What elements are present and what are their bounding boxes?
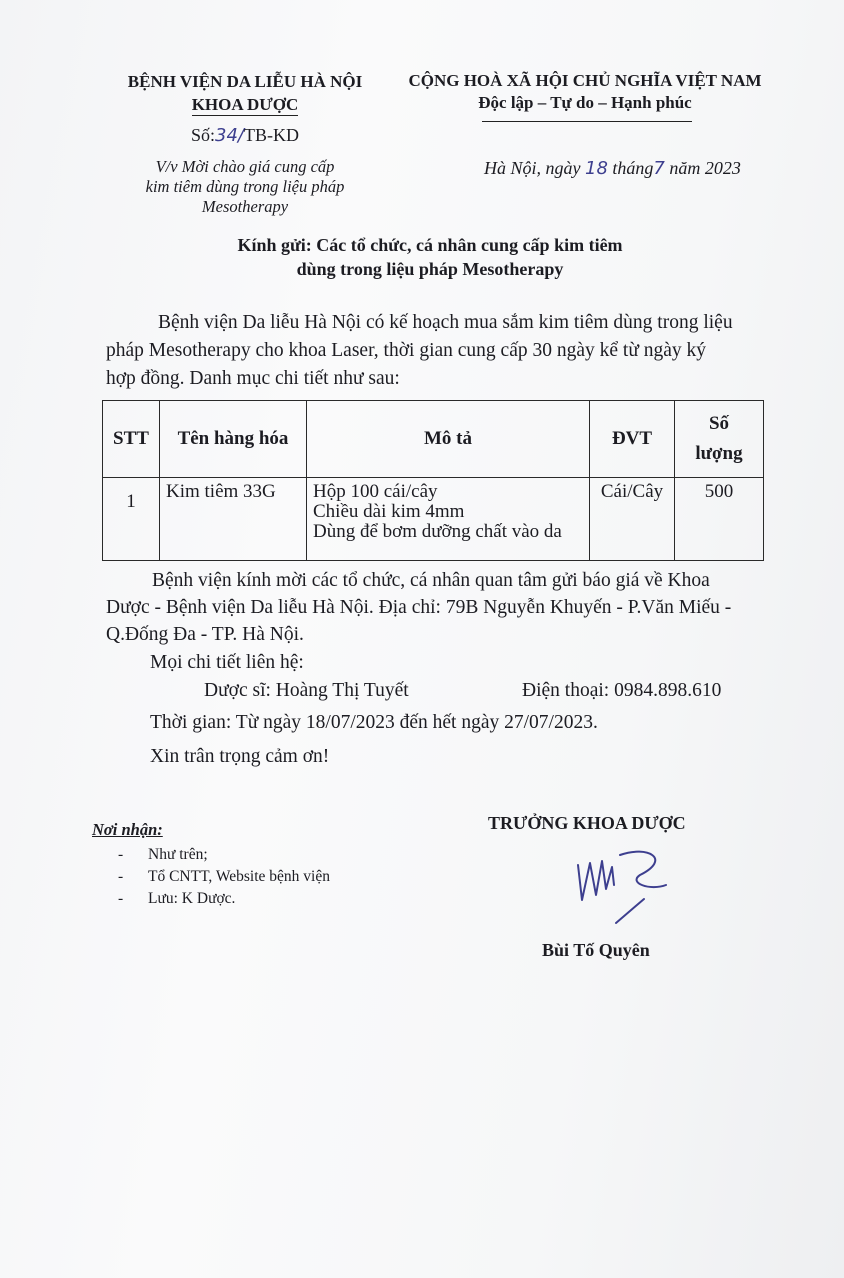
- hospital-name: BỆNH VIỆN DA LIỄU HÀ NỘI: [127, 72, 363, 91]
- number-handwritten: 34/: [215, 125, 244, 146]
- contact-phone: Điện thoại: 0984.898.610: [522, 680, 722, 701]
- number-prefix: Số:: [191, 125, 216, 145]
- signature-mark: [570, 845, 680, 930]
- date-text: năm 2023: [669, 158, 741, 178]
- thanks: Xin trân trọng cảm ơn!: [150, 746, 330, 767]
- contact-person: Dược sĩ: Hoàng Thị Tuyết: [204, 680, 409, 701]
- addressee-line: Kính gửi: Các tổ chức, cá nhân cung cấp kim tiêm: [237, 235, 623, 255]
- addressee: [80, 233, 780, 281]
- department-label: KHOA DƯỢC: [191, 95, 299, 114]
- intro-line: Bệnh viện Da liễu Hà Nội có kế hoạch mua sắm kim tiêm dùng trong liệu: [158, 312, 733, 333]
- document-number: [100, 125, 390, 146]
- invite-line: Dược - Bệnh viện Da liễu Hà Nội. Địa chỉ: 79B Nguyễn Khuyến - P.Văn Miếu -: [106, 597, 732, 618]
- period: Thời gian: Từ ngày 18/07/2023 đến hết ngày 27/07/2023.: [150, 712, 598, 733]
- subject-line: Mesotherapy: [201, 197, 289, 216]
- contact-intro: Mọi chi tiết liên hệ:: [150, 652, 304, 673]
- recipients-list: [118, 844, 330, 910]
- items-table: [102, 400, 764, 561]
- subject-line: kim tiêm dùng trong liệu pháp: [145, 177, 345, 196]
- date-day-handwritten: 18: [585, 158, 608, 179]
- motto: Độc lập – Tự do – Hạnh phúc: [478, 93, 692, 112]
- cell-description: [307, 478, 590, 561]
- table-row: [103, 478, 764, 561]
- header-item-name: Tên hàng hóa: [160, 401, 307, 478]
- invite-line: Bệnh viện kính mời các tổ chức, cá nhân quan tâm gửi báo giá về Khoa: [152, 570, 710, 591]
- header-stt: STT: [103, 401, 160, 478]
- date-text: Hà Nội, ngày: [484, 158, 581, 178]
- list-item: - Như trên;: [118, 844, 330, 866]
- date-text: tháng: [612, 158, 654, 178]
- motto-underline: [482, 121, 692, 122]
- table-header-row: [103, 401, 764, 478]
- intro-line: pháp Mesotherapy cho khoa Laser, thời gian cung cấp 30 ngày kể từ ngày ký: [106, 340, 707, 361]
- header-quantity-line: Số: [708, 413, 730, 434]
- signer-name: Bùi Tố Quyên: [542, 940, 650, 960]
- number-suffix: TB-KD: [243, 125, 299, 145]
- header-description: Mô tả: [307, 401, 590, 478]
- description-line: Hộp 100 cái/cây: [313, 481, 438, 502]
- addressee-line: dùng trong liệu pháp Mesotherapy: [296, 259, 564, 279]
- nation-title: CỘNG HOÀ XÃ HỘI CHỦ NGHĨA VIỆT NAM: [408, 71, 762, 90]
- header-quantity-line: lượng: [695, 443, 743, 464]
- header-unit: ĐVT: [590, 401, 675, 478]
- description-line: Dùng để bơm dưỡng chất vào da: [313, 521, 562, 542]
- cell-quantity: 500: [675, 478, 764, 561]
- recipients-title: Nơi nhận:: [92, 820, 163, 839]
- invite-line: Q.Đống Đa - TP. Hà Nội.: [106, 624, 304, 645]
- cell-stt: 1: [103, 478, 160, 561]
- description-line: Chiều dài kim 4mm: [313, 501, 465, 522]
- list-item: - Lưu: K Dược.: [118, 888, 330, 910]
- issue-date: [484, 158, 741, 179]
- header-quantity: [675, 401, 764, 478]
- cell-item-name: Kim tiêm 33G: [160, 478, 307, 561]
- date-month-handwritten: 7: [653, 158, 665, 179]
- subject-block: [100, 157, 390, 217]
- department-name: [100, 95, 390, 115]
- subject-line: V/v Mời chào giá cung cấp: [155, 157, 335, 176]
- list-item: - Tổ CNTT, Website bệnh viện: [118, 866, 330, 888]
- signer-title: TRƯỞNG KHOA DƯỢC: [488, 813, 686, 833]
- cell-unit: Cái/Cây: [590, 478, 675, 561]
- intro-line: hợp đồng. Danh mục chi tiết như sau:: [106, 368, 400, 389]
